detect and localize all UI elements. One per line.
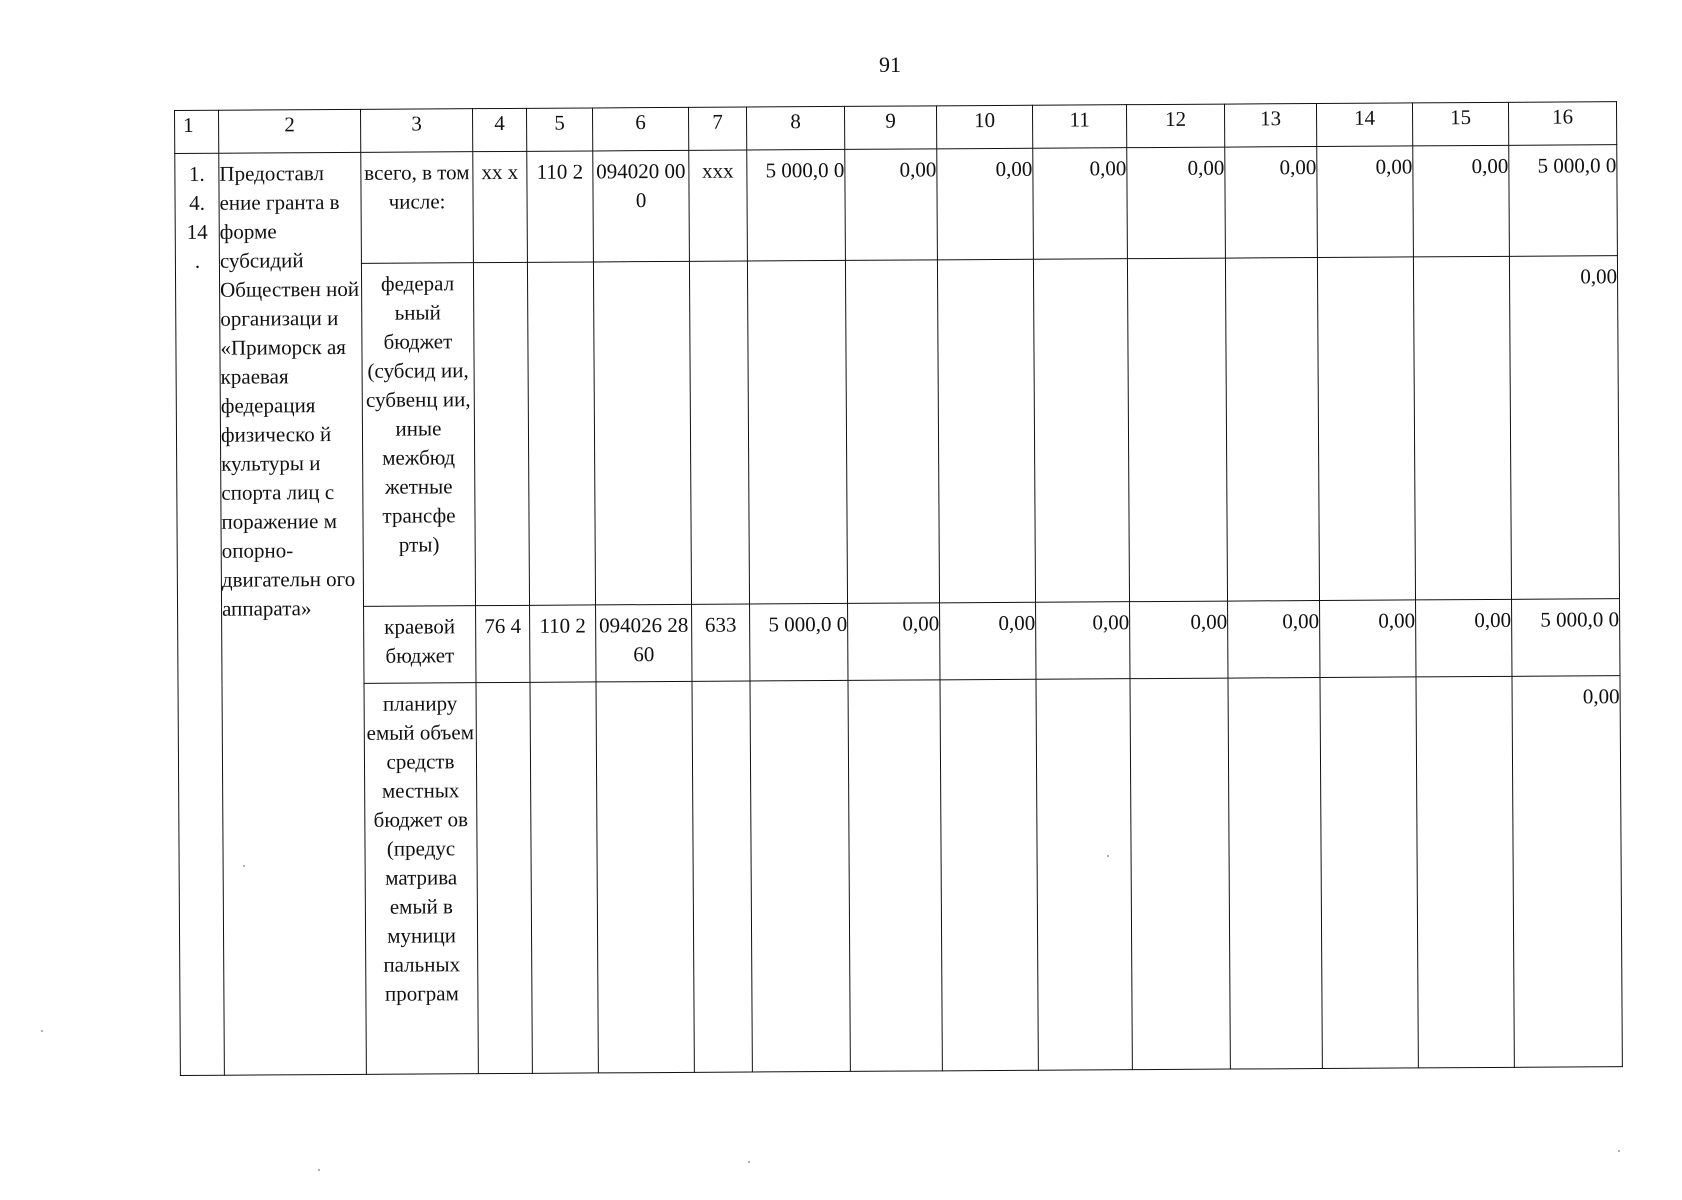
header-cell: 3 bbox=[360, 109, 472, 153]
header-cell: 4 bbox=[472, 108, 526, 151]
amount-cell: 0,00 bbox=[899, 157, 937, 182]
event-name: Предоставл ение гранта в форме субсидий Обществен ной организаци и «Приморск ая краевая федерация физическо й культуры и спорта лиц с поражение м опорно-двигательн ого аппарата» bbox=[219, 161, 360, 621]
grbs-code: xx x bbox=[481, 159, 519, 185]
amount-cell bbox=[938, 260, 1033, 267]
source-label: всего, в том числе: bbox=[364, 160, 470, 214]
table-row bbox=[178, 676, 1622, 1076]
amount-cell: 0,00 bbox=[1089, 156, 1127, 181]
target-code bbox=[597, 682, 692, 689]
scan-speck bbox=[41, 1030, 43, 1032]
scan-speck bbox=[748, 1161, 750, 1163]
header-cell: 10 bbox=[936, 105, 1032, 149]
expense-type-code bbox=[690, 262, 747, 268]
expense-type-code: 633 bbox=[704, 612, 737, 637]
header-cell: 6 bbox=[592, 107, 688, 151]
page-number: 91 bbox=[879, 52, 901, 77]
event-name-cell bbox=[219, 152, 367, 1075]
table-row bbox=[178, 599, 1620, 685]
amount-cell bbox=[846, 260, 937, 267]
amount-cell: 0,00 bbox=[1375, 154, 1413, 179]
header-cell: 2 bbox=[219, 109, 361, 153]
table-row bbox=[175, 256, 1619, 608]
amount-cell: 0,00 bbox=[902, 611, 940, 636]
amount-cell bbox=[1036, 679, 1129, 686]
grbs-code bbox=[477, 683, 530, 689]
amount-cell bbox=[1228, 678, 1319, 685]
amount-cell bbox=[748, 261, 845, 268]
amount-cell bbox=[1414, 257, 1509, 264]
amount-cell bbox=[940, 680, 1035, 687]
amount-cell: 0,00 bbox=[1092, 610, 1130, 635]
target-code: 094026 2860 bbox=[598, 612, 689, 667]
amount-cell: 5 000,0 0 bbox=[765, 157, 845, 183]
amount-cell bbox=[1034, 259, 1127, 266]
scan-speck bbox=[243, 865, 245, 867]
row-number-cell bbox=[175, 153, 225, 1075]
header-cell: 11 bbox=[1032, 105, 1126, 149]
header-cell: 16 bbox=[1508, 102, 1616, 146]
header-cell: 7 bbox=[688, 107, 746, 150]
grbs-code bbox=[474, 263, 527, 269]
amount-cell: 0,00 bbox=[995, 156, 1033, 181]
header-cell: 14 bbox=[1316, 103, 1412, 147]
section-code bbox=[528, 262, 593, 268]
scan-speck bbox=[1618, 1150, 1620, 1152]
source-label: краевой бюджет bbox=[384, 614, 456, 668]
source-label: планиру емый объем средств местных бюджет ов (предус матрива емый в муници пальных програм bbox=[366, 691, 475, 1006]
amount-cell: 0,00 bbox=[1279, 155, 1317, 180]
target-code: 094020 000 bbox=[596, 158, 686, 213]
amount-cell bbox=[1226, 258, 1317, 265]
target-code bbox=[594, 262, 689, 269]
total-cell: 5 000,0 0 bbox=[1540, 607, 1620, 632]
amount-cell: 0,00 bbox=[998, 610, 1036, 635]
amount-cell bbox=[1128, 259, 1225, 266]
section-code: 110 2 bbox=[539, 613, 586, 638]
amount-cell: 5 000,0 0 bbox=[768, 611, 848, 637]
section-code: 110 2 bbox=[536, 159, 584, 184]
table-row bbox=[175, 145, 1618, 265]
header-cell: 12 bbox=[1126, 104, 1224, 148]
header-cell: 15 bbox=[1412, 102, 1508, 146]
header-cell: 9 bbox=[844, 106, 936, 150]
total-cell: 0,00 bbox=[1582, 684, 1620, 709]
amount-cell bbox=[1318, 257, 1413, 264]
header-cell: 1 bbox=[175, 110, 219, 153]
amount-cell: 0,00 bbox=[1190, 609, 1228, 634]
amount-cell bbox=[751, 681, 848, 688]
amount-cell bbox=[848, 680, 939, 687]
amount-cell: 0,00 bbox=[1282, 609, 1320, 634]
amount-cell: 0,00 bbox=[1378, 608, 1416, 633]
amount-cell bbox=[1416, 677, 1511, 684]
total-cell: 5 000,0 0 bbox=[1537, 153, 1617, 178]
scan-speck bbox=[318, 1169, 320, 1171]
amount-cell: 0,00 bbox=[1187, 155, 1225, 180]
amount-cell: 0,00 bbox=[1471, 153, 1509, 179]
total-cell: 0,00 bbox=[1580, 264, 1618, 289]
expense-type-code: xxx bbox=[702, 158, 734, 183]
source-label: федерал ьный бюджет (субсид ии, субвенц ии, иные межбюд жетные трансфе рты) bbox=[365, 271, 471, 557]
scan-speck bbox=[1107, 855, 1109, 857]
amount-cell bbox=[1320, 677, 1415, 684]
section-code bbox=[531, 682, 596, 688]
grbs-code: 76 4 bbox=[484, 613, 522, 639]
amount-cell bbox=[1130, 679, 1227, 686]
expense-type-code bbox=[693, 681, 750, 687]
header-cell: 5 bbox=[526, 108, 592, 151]
header-cell: 8 bbox=[746, 106, 844, 150]
header-cell: 13 bbox=[1224, 104, 1316, 148]
budget-table bbox=[174, 101, 1623, 1076]
amount-cell: 0,00 bbox=[1474, 607, 1512, 633]
row-number: 1. 4. 14 . bbox=[186, 161, 208, 273]
